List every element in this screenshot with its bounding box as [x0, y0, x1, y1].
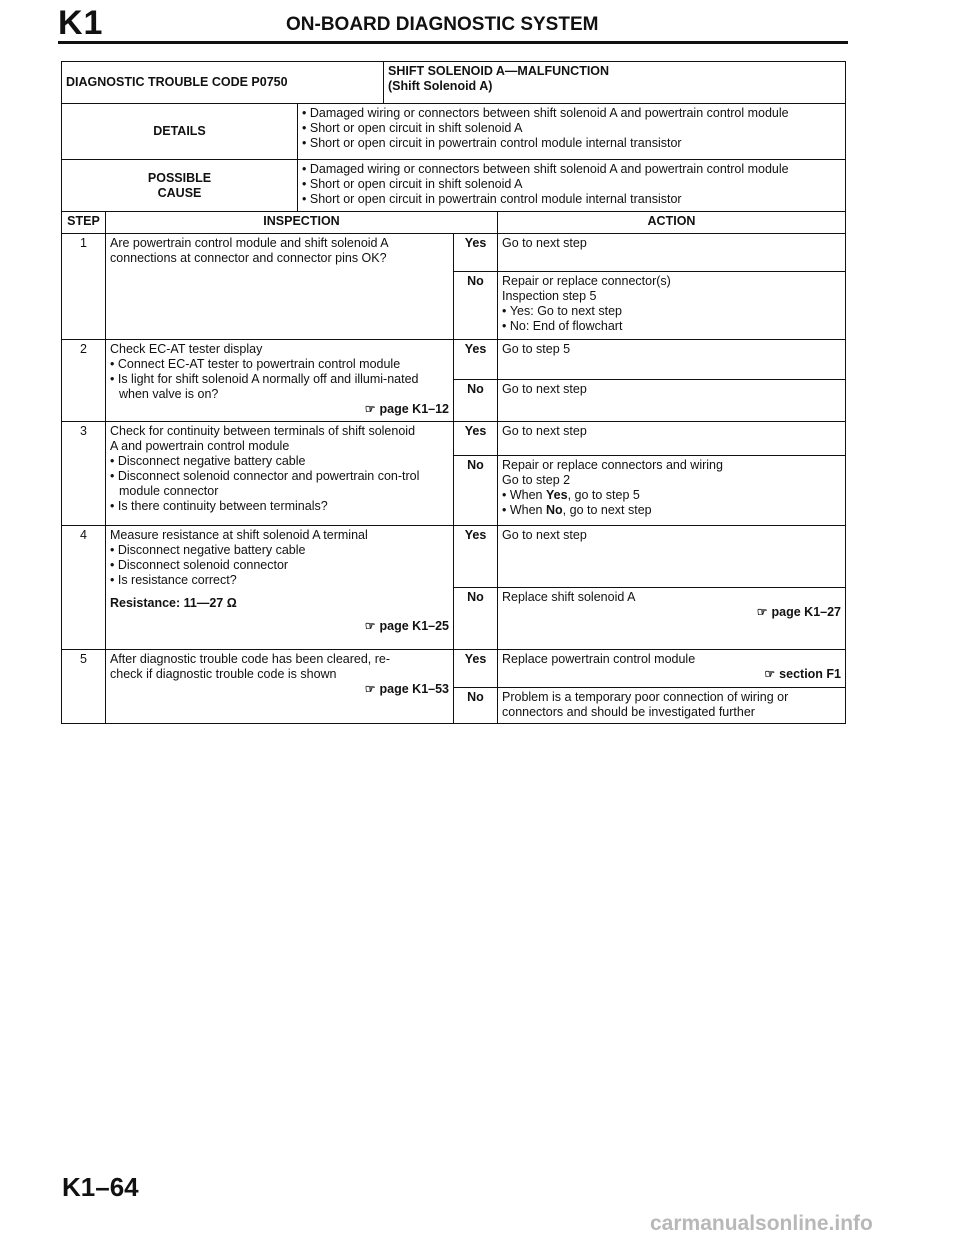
inspection-bullet: • Is there continuity between terminals? [110, 499, 449, 514]
inspection-text: Check for continuity between terminals of shift solenoid [110, 424, 416, 438]
details-list [298, 104, 846, 160]
bullet-text: , go to step 5 [567, 488, 640, 502]
no-label: No [454, 688, 498, 724]
dtc-name-line: (Shift Solenoid A) [388, 79, 493, 93]
yes-label: Yes [454, 650, 498, 688]
inspection-cell [106, 650, 454, 724]
bullet-text: When [509, 503, 546, 517]
watermark: carmanualsonline.info [650, 1212, 873, 1235]
col-inspection: INSPECTION [106, 212, 498, 234]
table-row [62, 650, 846, 688]
no-label: No [454, 380, 498, 422]
inspection-text: check if diagnostic trouble code is shown [110, 667, 337, 681]
inspection-cell [106, 340, 454, 422]
bullet-bold: Yes [546, 488, 568, 502]
dtc-summary-table [61, 61, 846, 212]
action-bullet [502, 488, 841, 503]
action-text: Problem is a temporary poor connection of wiring or [502, 690, 789, 704]
yes-action: Go to next step [498, 234, 846, 272]
inspection-bullet: • Disconnect negative battery cable [110, 454, 449, 469]
details-item: • Short or open circuit in shift solenoid A [302, 121, 841, 136]
no-label: No [454, 456, 498, 526]
inspection-bullet: • Disconnect solenoid connector [110, 558, 449, 573]
inspection-text: Measure resistance at shift solenoid A terminal [110, 528, 368, 542]
table-row [62, 234, 846, 272]
details-item: • Short or open circuit in powertrain control module internal transistor [302, 136, 841, 151]
inspection-text: Check EC-AT tester display [110, 342, 263, 356]
dtc-code: DIAGNOSTIC TROUBLE CODE P0750 [62, 62, 384, 104]
dtc-name [384, 62, 846, 104]
header-rule [58, 41, 848, 44]
step-number: 3 [62, 422, 106, 526]
no-action [498, 688, 846, 724]
page-number: K1–64 [62, 1172, 139, 1202]
page-title: ON-BOARD DIAGNOSTIC SYSTEM [286, 14, 599, 35]
inspection-text: After diagnostic trouble code has been cleared, re- [110, 652, 391, 666]
cause-item: • Damaged wiring or connectors between shift solenoid A and powertrain control module [302, 162, 841, 177]
table-row [62, 340, 846, 380]
col-action: ACTION [498, 212, 846, 234]
inspection-bullet: • Is resistance correct? [110, 573, 449, 588]
table-row [62, 526, 846, 588]
bullet-text: When [509, 488, 546, 502]
inspection-bullet: • Disconnect solenoid connector and powertrain con-trol module connector [110, 469, 449, 499]
yes-label: Yes [454, 526, 498, 588]
bullet-bold: No [546, 503, 563, 517]
ref-text: page K1–25 [379, 619, 449, 633]
page-reference [110, 402, 449, 417]
pointing-hand-icon: ☞ [364, 402, 376, 416]
cause-label-line: POSSIBLE [147, 170, 212, 185]
action-text: connectors and should be investigated further [502, 705, 755, 719]
inspection-bullet: • Disconnect negative battery cable [110, 543, 449, 558]
page-reference [110, 682, 449, 697]
step-number: 1 [62, 234, 106, 340]
diagnostic-flow-table [61, 211, 846, 724]
pointing-hand-icon: ☞ [364, 682, 376, 696]
yes-label: Yes [454, 234, 498, 272]
ref-text: page K1–12 [379, 402, 449, 416]
no-action [498, 456, 846, 526]
action-bullet: • No: End of flowchart [502, 319, 841, 334]
no-label: No [454, 588, 498, 650]
inspection-text: Are powertrain control module and shift solenoid A [110, 236, 389, 250]
action-text: Replace shift solenoid A [502, 590, 636, 604]
cause-item: • Short or open circuit in shift solenoid A [302, 177, 841, 192]
no-action [498, 272, 846, 340]
page-reference [110, 619, 449, 634]
ref-text: page K1–53 [379, 682, 449, 696]
inspection-text: A and powertrain control module [110, 439, 290, 453]
yes-action: Go to next step [498, 526, 846, 588]
cause-item: • Short or open circuit in powertrain control module internal transistor [302, 192, 841, 207]
ref-text: page K1–27 [771, 605, 841, 619]
details-label: DETAILS [62, 104, 298, 160]
no-action [498, 588, 846, 650]
pointing-hand-icon: ☞ [764, 667, 776, 681]
inspection-bullet: • Connect EC-AT tester to powertrain control module [110, 357, 449, 372]
action-text: Repair or replace connector(s) [502, 274, 671, 288]
inspection-cell [106, 422, 454, 526]
section-code: K1 [58, 4, 104, 42]
details-item: • Damaged wiring or connectors between shift solenoid A and powertrain control module [302, 106, 841, 121]
yes-label: Yes [454, 422, 498, 456]
yes-label: Yes [454, 340, 498, 380]
cause-label-line: CAUSE [157, 185, 202, 200]
inspection-cell [106, 526, 454, 650]
yes-action: Go to step 5 [498, 340, 846, 380]
dtc-name-line: SHIFT SOLENOID A—MALFUNCTION [388, 64, 610, 78]
col-step: STEP [62, 212, 106, 234]
step-number: 4 [62, 526, 106, 650]
resistance-spec: Resistance: 11—27 Ω [110, 596, 237, 610]
pointing-hand-icon: ☞ [364, 619, 376, 633]
action-text: Replace powertrain control module [502, 652, 696, 666]
no-action: Go to next step [498, 380, 846, 422]
step-number: 2 [62, 340, 106, 422]
ref-text: section F1 [779, 667, 841, 681]
page-reference [502, 605, 841, 620]
action-text: Go to step 2 [502, 473, 571, 487]
yes-action: Go to next step [498, 422, 846, 456]
no-label: No [454, 272, 498, 340]
inspection-bullet: • Is light for shift solenoid A normally off and illumi-nated when valve is on? [110, 372, 449, 402]
action-bullet: • Yes: Go to next step [502, 304, 841, 319]
pointing-hand-icon: ☞ [756, 605, 768, 619]
action-text: Inspection step 5 [502, 289, 597, 303]
table-row [62, 422, 846, 456]
inspection-text: connections at connector and connector pins OK? [110, 251, 387, 265]
action-bullet [502, 503, 841, 518]
page-reference [502, 667, 841, 682]
bullet-text: , go to next step [562, 503, 652, 517]
possible-cause-list [298, 160, 846, 212]
page-header [58, 4, 848, 42]
possible-cause-label [62, 160, 298, 212]
step-number: 5 [62, 650, 106, 724]
inspection-cell [106, 234, 454, 340]
yes-action [498, 650, 846, 688]
action-text: Repair or replace connectors and wiring [502, 458, 723, 472]
